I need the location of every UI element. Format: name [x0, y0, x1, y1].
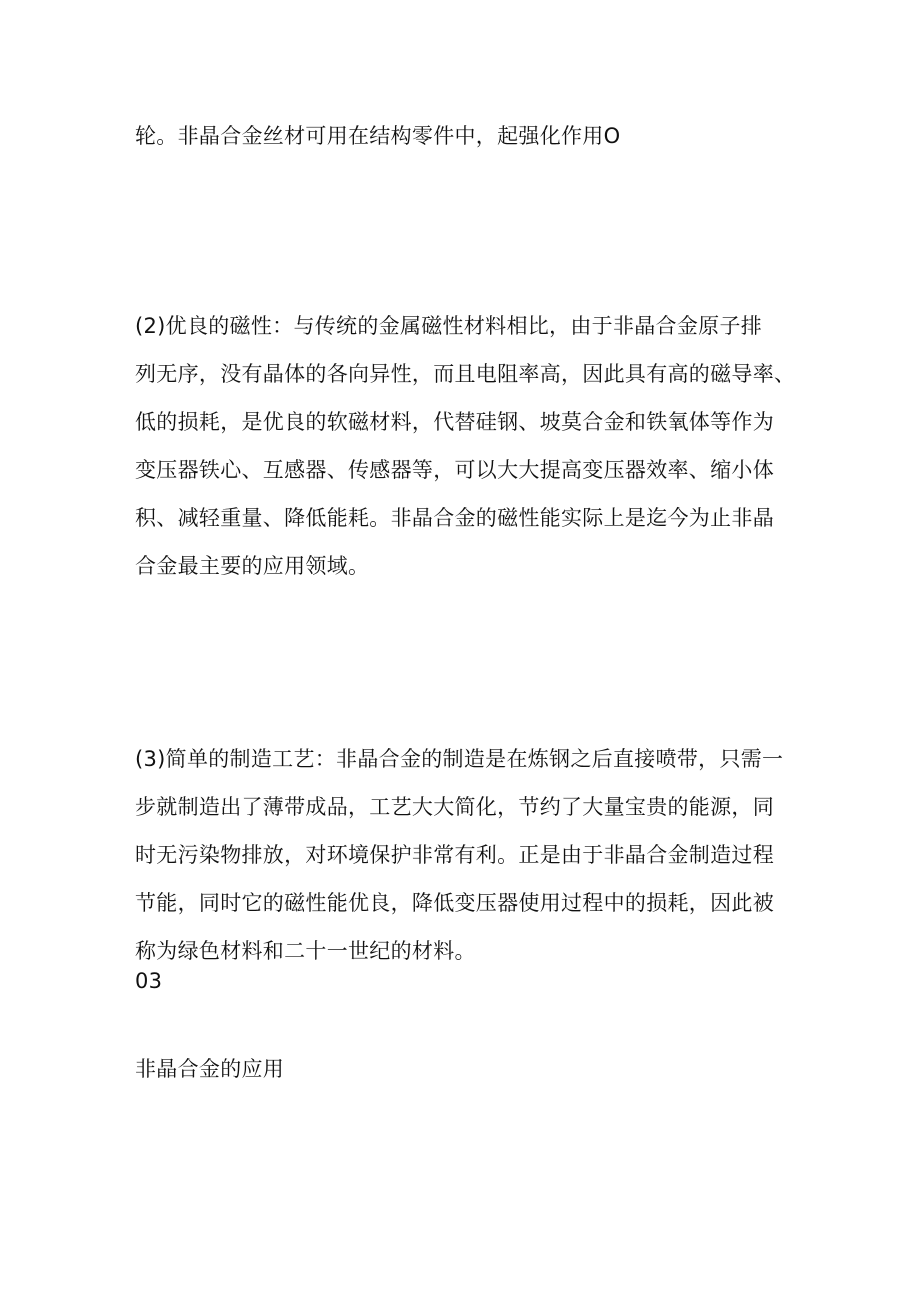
text-line: 变压器铁心、互感器、传感器等，可以大大提高变压器效率、缩小体 [135, 458, 774, 482]
text-line: 称为绿色材料和二十一世纪的材料。 [135, 939, 476, 963]
text-line: 列无序，没有晶体的各向异性，而且电阻率高，因此具有高的磁导率、 [135, 362, 796, 386]
text-line: 积、减轻重量、降低能耗。非晶合金的磁性能实际上是迄今为止非晶 [135, 506, 774, 530]
text-line: 时无污染物排放，对环境保护非常有利。正是由于非晶合金制造过程 [135, 843, 774, 867]
text-line: 低的损耗，是优良的软磁材料，代替硅钢、坡莫合金和铁氧体等作为 [135, 410, 774, 434]
section-title: 非晶合金的应用 [135, 1057, 285, 1081]
text-line: (3)简单的制造工艺：非晶合金的制造是在炼钢之后直接喷带，只需一 [135, 747, 784, 771]
text-line: 节能，同时它的磁性能优良，降低变压器使用过程中的损耗，因此被 [135, 891, 774, 915]
text-line: 合金最主要的应用领域。 [135, 554, 370, 578]
section-number: 03 [135, 969, 163, 993]
text-line: (2)优良的磁性：与传统的金属磁性材料相比，由于非晶合金原子排 [135, 314, 763, 338]
text-line: 步就制造出了薄带成品，工艺大大简化，节约了大量宝贵的能源，同 [135, 795, 774, 819]
text-line: 轮。非晶合金丝材可用在结构零件中，起强化作用O [135, 124, 621, 148]
